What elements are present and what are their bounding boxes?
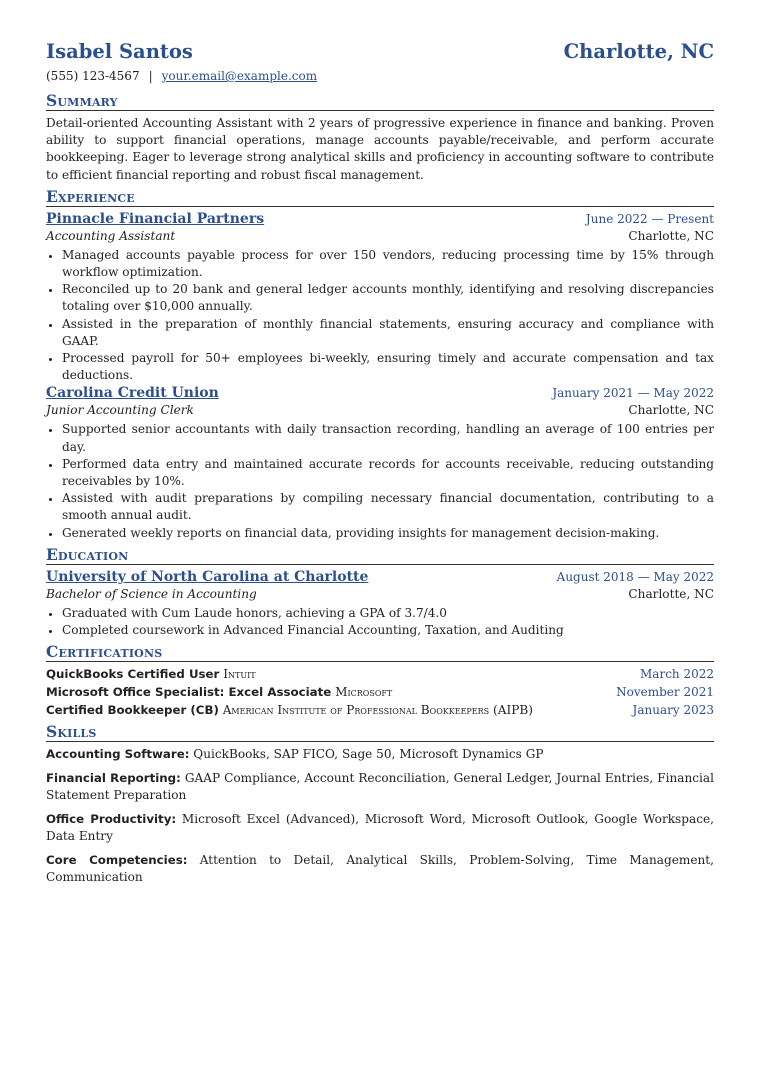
certifications-list bbox=[46, 665, 714, 719]
certification-date: January 2023 bbox=[632, 703, 714, 718]
certification-date: November 2021 bbox=[616, 685, 714, 700]
certification-name: Microsoft Office Specialist: Excel Associate bbox=[46, 685, 332, 700]
certification-name: QuickBooks Certified User bbox=[46, 667, 220, 682]
skill-category: Office Productivity: bbox=[46, 812, 177, 827]
job-bullets bbox=[46, 421, 714, 541]
skill-values: Attention to Detail, Analytical Skills, Problem-Solving, Time Management, Communication bbox=[46, 853, 714, 885]
email-link[interactable]: your.email@example.com bbox=[161, 69, 318, 83]
bullet-item: • Reconciled up to 20 bank and general ledger accounts monthly, identifying and resolving discrepancies totaling over $10,000 annually. bbox=[62, 281, 714, 315]
skill-values: GAAP Compliance, Account Reconciliation, General Ledger, Journal Entries, Financial Statement Preparation bbox=[46, 771, 714, 803]
skills-list bbox=[46, 746, 714, 886]
employer-link[interactable]: Carolina Credit Union bbox=[46, 385, 219, 402]
skill-category: Financial Reporting: bbox=[46, 771, 181, 786]
bullet-item: • Processed payroll for 50+ employees bi-weekly, ensuring timely and accurate compensation and tax deductions. bbox=[62, 350, 714, 384]
certifications-heading: Certifications bbox=[46, 643, 714, 662]
skill-category: Core Competencies: bbox=[46, 853, 188, 868]
bullet-item: • Managed accounts payable process for over 150 vendors, reducing processing time by 15% through workflow optimization. bbox=[62, 247, 714, 281]
bullet-item: • Generated weekly reports on financial data, providing insights for management decision-making. bbox=[62, 525, 714, 542]
certification-issuer: American Institute of Professional Bookkeepers (AIPB) bbox=[222, 703, 533, 718]
bullet-item: • Graduated with Cum Laude honors, achieving a GPA of 3.7/4.0 bbox=[62, 605, 714, 622]
skill-values: Microsoft Excel (Advanced), Microsoft Word, Microsoft Outlook, Google Workspace, Data Entry bbox=[46, 812, 714, 844]
job-dates: June 2022 — Present bbox=[585, 211, 714, 226]
experience-heading: Experience bbox=[46, 188, 714, 207]
education-heading: Education bbox=[46, 546, 714, 565]
skill-values: QuickBooks, SAP FICO, Sage 50, Microsoft Dynamics GP bbox=[193, 747, 544, 762]
job-subheader bbox=[46, 402, 714, 419]
bullet-item: • Assisted with audit preparations by compiling necessary financial documentation, contributing to a smooth annual audit. bbox=[62, 490, 714, 524]
job-title: Accounting Assistant bbox=[46, 228, 176, 243]
bullet-item: • Supported senior accountants with daily transaction recording, handling an average of 100 entries per day. bbox=[62, 421, 714, 455]
certification-issuer: Intuit bbox=[223, 667, 256, 682]
job-header bbox=[46, 210, 714, 228]
job-location: Charlotte, NC bbox=[628, 228, 714, 243]
summary-text: Detail-oriented Accounting Assistant with 2 years of progressive experience in finance and banking. Proven ability to support financial operations, manage accounts payable/receivable, and perform accurate bookkeeping. Eager to leverage strong analytical skills and proficiency in accounting software to contribute to efficient financial reporting and robust fiscal management. bbox=[46, 116, 714, 182]
school-link[interactable]: University of North Carolina at Charlotte bbox=[46, 568, 369, 585]
phone-number: (555) 123-4567 bbox=[46, 69, 140, 83]
job-header bbox=[46, 384, 714, 402]
job-title: Junior Accounting Clerk bbox=[46, 403, 194, 418]
job-dates: January 2021 — May 2022 bbox=[552, 386, 714, 401]
education-header bbox=[46, 568, 714, 586]
contact-separator: | bbox=[148, 69, 153, 83]
job-subheader bbox=[46, 228, 714, 245]
education-bullets bbox=[46, 605, 714, 639]
certification-row bbox=[46, 683, 714, 701]
job-location: Charlotte, NC bbox=[628, 403, 714, 418]
summary-heading: Summary bbox=[46, 92, 714, 111]
certification-issuer: Microsoft bbox=[335, 685, 393, 700]
resume-content bbox=[46, 40, 714, 886]
certification-name: Certified Bookkeeper (CB) bbox=[46, 703, 219, 718]
skill-row bbox=[46, 770, 714, 804]
job-bullets bbox=[46, 247, 714, 385]
skill-row bbox=[46, 811, 714, 845]
contact-line bbox=[46, 69, 714, 84]
job-entry bbox=[46, 384, 714, 541]
certification-date: March 2022 bbox=[640, 667, 714, 682]
education-entry bbox=[46, 568, 714, 639]
education-subheader bbox=[46, 586, 714, 603]
skill-row bbox=[46, 746, 714, 763]
bullet-item: • Assisted in the preparation of monthly financial statements, ensuring accuracy and compliance with GAAP. bbox=[62, 316, 714, 350]
resume-header bbox=[46, 40, 714, 63]
job-entry bbox=[46, 210, 714, 385]
skills-heading: Skills bbox=[46, 723, 714, 742]
degree-title: Bachelor of Science in Accounting bbox=[46, 586, 257, 601]
certification-row bbox=[46, 665, 714, 683]
certification-row bbox=[46, 701, 714, 719]
candidate-location: Charlotte, NC bbox=[563, 40, 714, 63]
skill-category: Accounting Software: bbox=[46, 747, 190, 762]
skill-row bbox=[46, 852, 714, 886]
employer-link[interactable]: Pinnacle Financial Partners bbox=[46, 210, 265, 227]
school-location: Charlotte, NC bbox=[628, 586, 714, 601]
education-dates: August 2018 — May 2022 bbox=[556, 569, 714, 584]
bullet-item: • Completed coursework in Advanced Financial Accounting, Taxation, and Auditing bbox=[62, 622, 714, 639]
bullet-item: • Performed data entry and maintained accurate records for accounts receivable, reducing outstanding receivables by 10%. bbox=[62, 456, 714, 490]
candidate-name: Isabel Santos bbox=[46, 40, 193, 63]
